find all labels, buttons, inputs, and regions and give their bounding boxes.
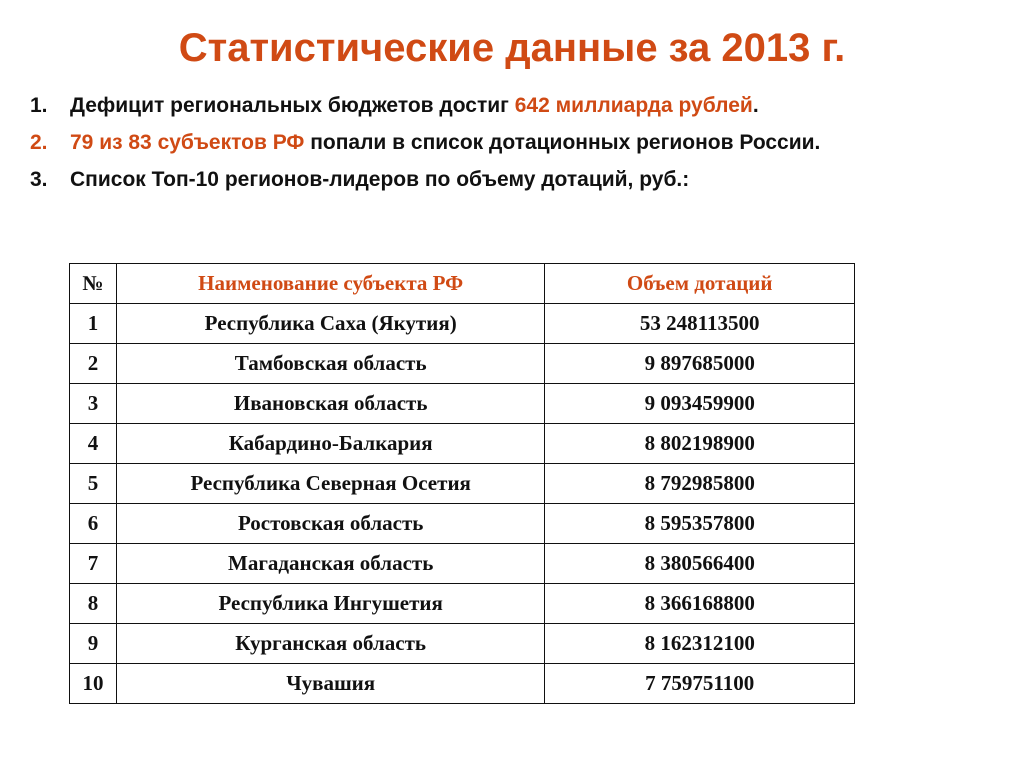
row-subsidy-amount: 8 366168800 [545,584,855,624]
table-row [70,384,855,424]
row-number: 10 [70,664,117,704]
row-region-name: Республика Северная Осетия [116,464,544,504]
row-region-name: Чувашия [116,664,544,704]
row-region-name: Республика Ингушетия [116,584,544,624]
row-number: 9 [70,624,117,664]
fact-item-3 [30,164,990,195]
row-subsidy-amount: 7 759751100 [545,664,855,704]
fact-number: 2. [30,131,48,154]
table-row [70,584,855,624]
row-region-name: Ростовская область [116,504,544,544]
row-number: 3 [70,384,117,424]
row-region-name: Кабардино-Балкария [116,424,544,464]
row-subsidy-amount: 8 162312100 [545,624,855,664]
row-number: 2 [70,344,117,384]
row-subsidy-amount: 8 595357800 [545,504,855,544]
fact-text: Дефицит региональных бюджетов достиг [70,94,515,117]
row-number: 8 [70,584,117,624]
table-row [70,464,855,504]
header-region-name: Наименование субъекта РФ [116,264,544,304]
table-header-row [70,264,855,304]
row-number: 1 [70,304,117,344]
subsidies-table [69,263,855,704]
table-row [70,544,855,584]
fact-number: 3. [30,168,48,191]
row-subsidy-amount: 8 380566400 [545,544,855,584]
row-number: 7 [70,544,117,584]
fact-highlight: 642 миллиарда рублей [514,94,753,117]
table-row [70,304,855,344]
fact-item-1 [30,90,990,121]
fact-text: Список Топ-10 регионов-лидеров по объему дотаций, руб.: [70,168,690,191]
row-region-name: Тамбовская область [116,344,544,384]
slide-title: Статистические данные за 2013 г. [178,26,846,70]
row-region-name: Ивановская область [116,384,544,424]
fact-item-2 [30,127,990,158]
table-row [70,664,855,704]
row-region-name: Магаданская область [116,544,544,584]
row-number: 6 [70,504,117,544]
table-row [70,624,855,664]
header-subsidy-amount: Объем дотаций [545,264,855,304]
fact-number: 1. [30,94,48,117]
row-number: 5 [70,464,117,504]
row-region-name: Республика Саха (Якутия) [116,304,544,344]
row-region-name: Курганская область [116,624,544,664]
table-row [70,424,855,464]
facts-list [30,90,990,201]
fact-highlight: 79 из 83 субъектов РФ [70,131,305,154]
table-row [70,504,855,544]
table-body [70,304,855,704]
header-number: № [70,264,117,304]
fact-text: попали в список дотационных регионов России. [304,131,821,154]
fact-text: . [752,94,759,117]
row-subsidy-amount: 9 093459900 [545,384,855,424]
table-row [70,344,855,384]
row-subsidy-amount: 8 792985800 [545,464,855,504]
row-subsidy-amount: 9 897685000 [545,344,855,384]
row-subsidy-amount: 8 802198900 [545,424,855,464]
row-number: 4 [70,424,117,464]
row-subsidy-amount: 53 248113500 [545,304,855,344]
